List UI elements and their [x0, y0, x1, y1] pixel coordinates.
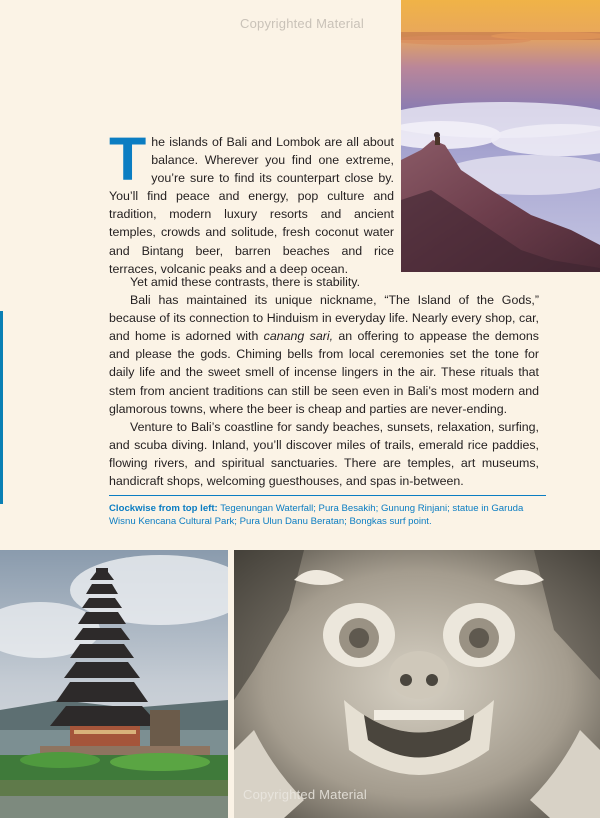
temple-lake-photo	[0, 550, 228, 818]
guardian-statue-photo	[234, 550, 600, 818]
caption-label: Clockwise from top left:	[109, 503, 218, 514]
caption-divider	[109, 495, 546, 496]
volcano-sunrise-photo	[401, 0, 600, 272]
intro-text: he islands of Bali and Lombok are all about balance. Wherever you find one extreme, you’re sure to find its counterpart close by. You’ll find peace and energy, pop culture and tradition, modern luxury resorts and ancient temples, crowds and solitude, fresh coconut water and Bintang beer, barren beaches and rice terraces, volcanic peaks and a deep ocean.	[109, 135, 394, 276]
p2-text-start: Bali has maintained its unique nickname, “The Island of the Gods,” because of its connection to Hinduism in everyday life. Nearly every shop, car, and home is adorned with	[109, 293, 539, 344]
watermark-top: Copyrighted Material	[240, 16, 364, 31]
caption-text: Tegenungan Waterfall; Pura Besakih; Gunung Rinjani; statue in Garuda Wisnu Kencana Cultural Park; Pura Ulun Danu Beratan; Bongkas surf point.	[109, 503, 524, 528]
paragraph-stability: Yet amid these contrasts, there is stability.	[130, 275, 361, 289]
paragraph-coastline: Venture to Bali’s coastline for sandy beaches, sunsets, relaxation, surfing, and scuba diving. Inland, you’ll discover miles of trails, emerald rice paddies, flowing rivers, and spiritual sanctuaries. There are temples, art museums, handicraft shops, welcoming guesthouses, and spas in-between.	[109, 419, 539, 489]
watermark-bottom: Copyrighted Material	[243, 787, 367, 802]
paragraph-island-of-gods	[109, 291, 539, 418]
drop-cap: T	[109, 125, 147, 193]
photo-caption	[109, 502, 549, 529]
intro-paragraph	[109, 125, 394, 278]
p2-italic-term: canang sari,	[263, 329, 334, 344]
p2-text-end: an offering to appease the demons and please the gods. Chiming bells from local ceremonies set the tone for daily life and the sweet smell of incense lingers in the air. These rituals that stem from ancient traditions can still be seen even in Bali’s most modern and glamorous towns, where the beer is cheap and parties are never-ending.	[109, 329, 539, 416]
margin-accent-bar	[0, 311, 3, 504]
body-text	[109, 273, 539, 490]
